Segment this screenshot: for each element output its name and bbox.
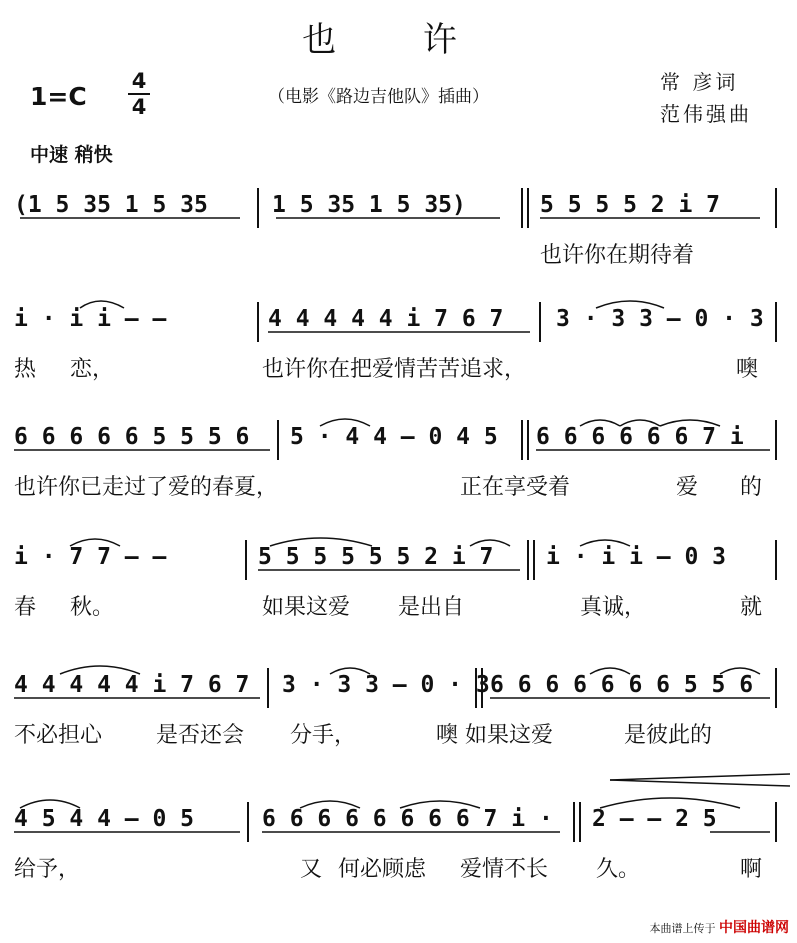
measure-2: 5 5 5 5 5 5 2 i 7 xyxy=(258,544,494,570)
lyric-phrase: 是彼此的 xyxy=(624,723,713,748)
measure-2: 1 5 35 1 5 35) xyxy=(272,192,466,218)
lyric-line: 也许你在期待着 xyxy=(540,243,695,268)
lyric-word: 噢 xyxy=(736,357,759,382)
lyric-phrase: 是出自 xyxy=(398,595,465,620)
measure-3: i · i i — 0 3 xyxy=(546,544,727,570)
lyric-phrase: 如果这爱 xyxy=(262,595,351,620)
lyric-phrase: 是否还会 xyxy=(156,723,245,748)
measure-1: (1 5 35 1 5 35 xyxy=(14,192,208,218)
measure-1: 4 4 4 4 4 i 7 6 7 xyxy=(14,672,250,698)
barlines xyxy=(0,658,797,718)
barlines xyxy=(0,178,797,238)
measure-3: 2 — — 2 5 xyxy=(592,806,717,832)
measure-2: 3 · 3 3 — 0 · 3 xyxy=(282,672,490,698)
footer-credit xyxy=(650,917,790,937)
lyric-line: 正在享受着 xyxy=(460,475,571,500)
lyric-phrase: 何必顾虑 xyxy=(338,857,427,882)
lyric-line: 也许你已走过了爱的春夏， xyxy=(14,475,279,500)
measure-1: i · 7 7 — — xyxy=(14,544,167,570)
lyricist: 常 彦词 xyxy=(660,70,739,94)
lyric-phrase: 不必担心 xyxy=(14,723,103,748)
key-signature: 1=C xyxy=(30,82,87,111)
measure-2: 5 · 4 4 — 0 4 5 xyxy=(290,424,498,450)
song-source: （电影《路边吉他队》插曲） xyxy=(268,87,489,107)
time-signature xyxy=(128,70,150,118)
measure-3: 3 · 3 3 — 0 · 3 xyxy=(556,306,764,332)
measure-1: 6 6 6 6 6 5 5 5 6 xyxy=(14,424,250,450)
lyric-word: 春 xyxy=(14,595,37,620)
measure-1: i · i i — — xyxy=(14,306,167,332)
lyric-word: 啊 xyxy=(740,857,763,882)
lyric-phrase: 爱情不长 xyxy=(460,857,549,882)
lyric-word: 热 xyxy=(14,357,37,382)
song-title: 也 许 xyxy=(302,20,495,60)
measure-1: 4 5 4 4 — 0 5 xyxy=(14,806,195,832)
lyric-word: 恋， xyxy=(70,357,115,382)
barlines xyxy=(0,792,797,852)
barlines xyxy=(0,530,797,590)
measure-2: 6 6 6 6 6 6 6 6 7 i · xyxy=(262,806,553,832)
lyric-word: 久。 xyxy=(596,857,641,882)
measure-2: 4 4 4 4 4 i 7 6 7 xyxy=(268,306,504,332)
lyric-word: 又 xyxy=(300,857,323,882)
footer-text: 本曲谱上传于 xyxy=(649,922,716,935)
lyric-phrase: 噢 如果这爱 xyxy=(436,723,553,748)
time-bottom: 4 xyxy=(131,95,147,119)
lyric-word: 就 xyxy=(740,595,763,620)
site-logo[interactable]: 中国曲谱网 xyxy=(719,920,789,936)
time-top: 4 xyxy=(131,69,147,93)
lyric-word: 真诚， xyxy=(580,595,647,620)
lyric-word: 给予， xyxy=(14,857,81,882)
lyric-phrase: 分手， xyxy=(290,723,357,748)
composer: 范伟强曲 xyxy=(660,102,752,126)
lyric-line: 也许你在把爱情苦苦追求， xyxy=(262,357,527,382)
barlines xyxy=(0,292,797,352)
barlines xyxy=(0,410,797,470)
measure-3: 6 6 6 6 6 6 7 i xyxy=(536,424,744,450)
lyric-word: 爱 xyxy=(676,475,699,500)
measure-3: 6 6 6 6 6 6 6 5 5 6 xyxy=(490,672,754,698)
tempo-marking: 中速 稍快 xyxy=(30,144,113,166)
measure-3: 5 5 5 5 2 i 7 xyxy=(540,192,721,218)
lyric-word: 的 xyxy=(740,475,763,500)
lyric-word: 秋。 xyxy=(70,595,115,620)
